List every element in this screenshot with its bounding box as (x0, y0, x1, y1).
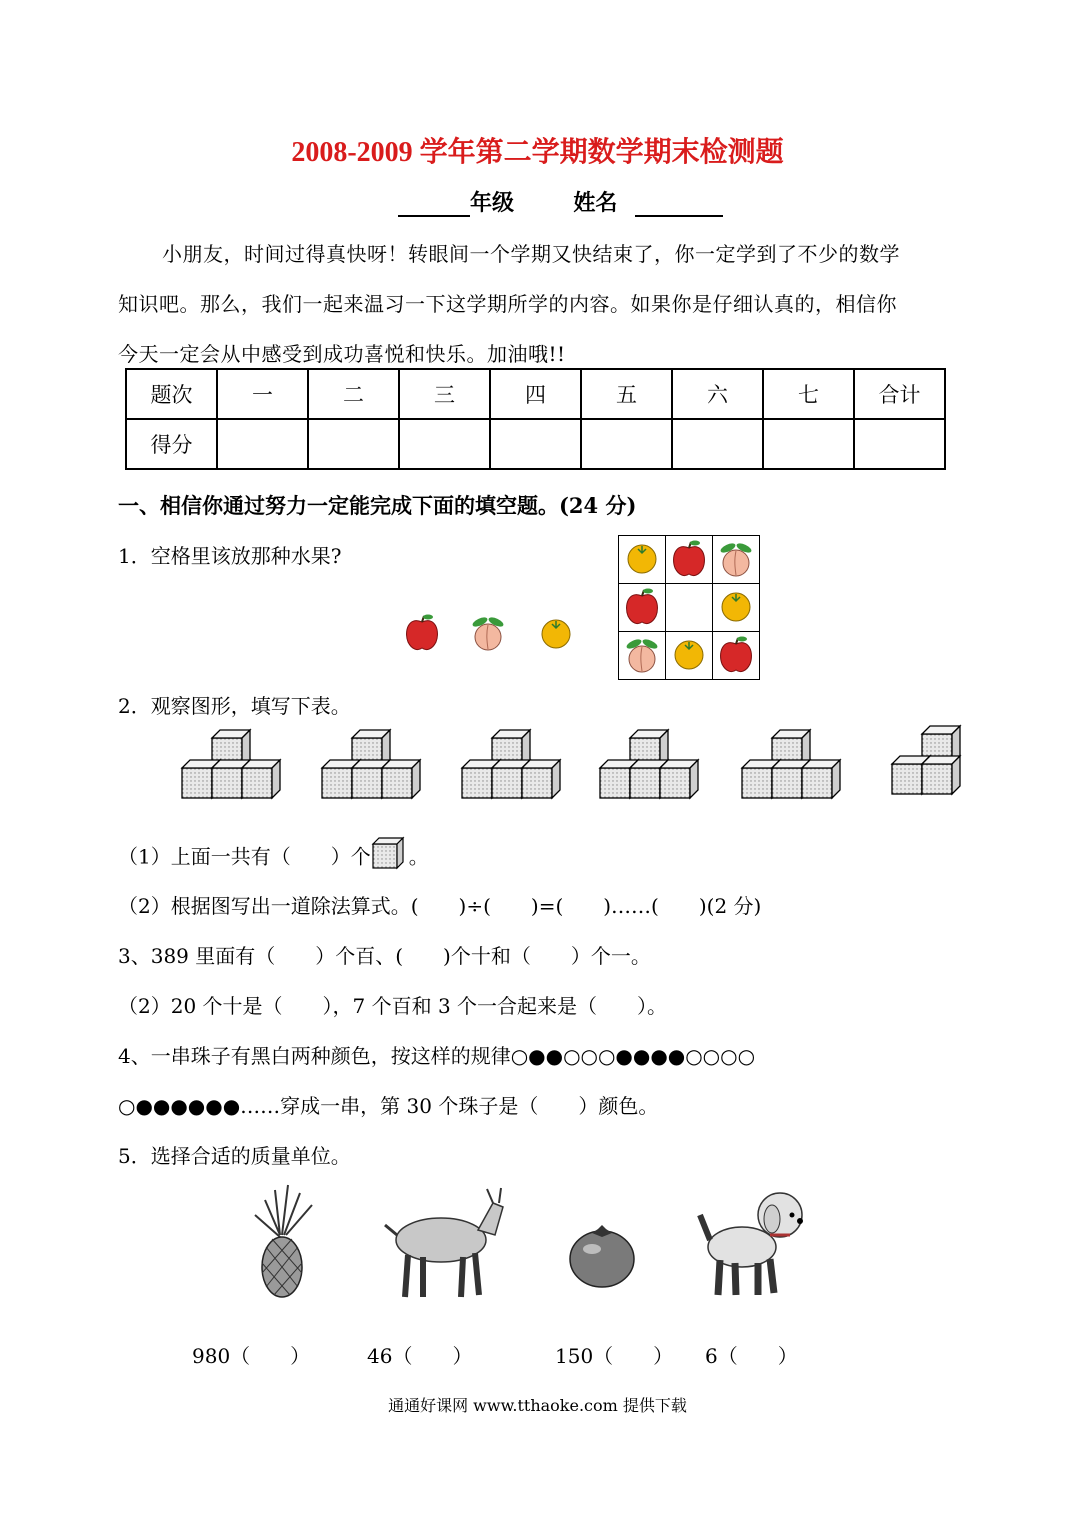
question-2: 2．观察图形，填写下表。 (118, 694, 351, 718)
grid-cell (619, 584, 666, 632)
score-header-cell: 六 (672, 369, 763, 419)
cube-figure-6-icon (892, 726, 960, 794)
grid-cell (619, 536, 666, 584)
apple-icon (669, 538, 709, 578)
score-header-cell: 题次 (126, 369, 217, 419)
score-row-label: 得分 (126, 419, 217, 469)
dog-icon (700, 1193, 803, 1295)
orange-icon (669, 634, 709, 674)
mass-pictures (225, 1185, 805, 1305)
question-2-1 (118, 840, 429, 876)
fruit-options (400, 612, 600, 656)
tomato-icon (570, 1225, 634, 1287)
grid-cell (619, 632, 666, 680)
unit-answer-2[interactable]: 46（ ） (367, 1344, 473, 1368)
peach-icon (716, 538, 756, 578)
question-4-line-1: 4、一串珠子有黑白两种颜色，按这样的规律○●●○○○●●●●○○○○ (118, 1044, 756, 1068)
score-cell[interactable] (217, 419, 308, 469)
intro-line-2: 知识吧。那么，我们一起来温习一下这学期所学的内容。如果你是仔细认真的，相信你 (118, 292, 897, 316)
score-header-cell: 合计 (854, 369, 945, 419)
score-cell[interactable] (854, 419, 945, 469)
question-2-1-text: （1）上面一共有（ ）个 (118, 844, 371, 869)
question-2-1-end: 。 (408, 844, 429, 869)
grid-empty-cell[interactable] (666, 584, 713, 632)
grade-label: 年级 (470, 190, 515, 216)
fruit-grid (618, 535, 760, 680)
score-table-header-row (126, 369, 945, 419)
score-header-cell: 四 (490, 369, 581, 419)
question-5: 5．选择合适的质量单位。 (118, 1144, 351, 1168)
score-cell[interactable] (763, 419, 854, 469)
unit-answer-4[interactable]: 6（ ） (705, 1344, 798, 1368)
question-2-2: （2）根据图写出一道除法算式。( )÷( )=( )……( )(2 分) (118, 894, 762, 918)
apple-icon (622, 586, 662, 626)
intro-line-1: 小朋友，时间过得真快呀！转眼间一个学期又快结束了，你一定学到了不少的数学 (162, 242, 900, 266)
question-4-line-2: ○●●●●●●……穿成一串，第 30 个珠子是（ ）颜色。 (118, 1094, 659, 1118)
section-1-title: 一、相信你通过努力一定能完成下面的填空题。(24 分) (118, 493, 637, 518)
score-table-score-row (126, 419, 945, 469)
unit-answer-3[interactable]: 150（ ） (555, 1344, 674, 1368)
goat-icon (385, 1188, 503, 1297)
score-cell[interactable] (490, 419, 581, 469)
score-cell[interactable] (581, 419, 672, 469)
orange-icon[interactable] (542, 620, 570, 648)
score-header-cell: 一 (217, 369, 308, 419)
cube-figure-5-icon (742, 730, 840, 798)
page-title: 2008-2009 学年第二学期数学期末检测题 (291, 137, 784, 168)
apple-icon[interactable] (407, 615, 438, 650)
cube-figure-4-icon (600, 730, 698, 798)
grid-cell (713, 632, 760, 680)
score-cell[interactable] (672, 419, 763, 469)
orange-icon (716, 586, 756, 626)
pineapple-icon (255, 1185, 312, 1297)
question-3: 3、389 里面有（ ）个百、( )个十和（ ）个一。 (118, 944, 651, 968)
score-cell[interactable] (399, 419, 490, 469)
cube-figures (180, 726, 965, 806)
question-1: 1．空格里该放那种水果? (118, 544, 342, 568)
cube-figure-3-icon (462, 730, 560, 798)
score-table (125, 368, 946, 470)
cube-figure-1-icon (182, 730, 280, 798)
name-label: 姓名 (573, 190, 618, 216)
score-header-cell: 七 (763, 369, 854, 419)
unit-answer-1[interactable]: 980（ ） (192, 1344, 311, 1368)
student-info-line (398, 186, 723, 217)
name-blank[interactable] (635, 191, 723, 217)
score-header-cell: 二 (308, 369, 399, 419)
cube-icon (371, 836, 409, 872)
intro-line-3: 今天一定会从中感受到成功喜悦和快乐。加油哦!! (118, 342, 566, 366)
grade-blank[interactable] (398, 191, 470, 217)
grid-cell (666, 632, 713, 680)
orange-icon (622, 538, 662, 578)
score-cell[interactable] (308, 419, 399, 469)
peach-icon[interactable] (471, 615, 504, 650)
apple-icon (716, 634, 756, 674)
peach-icon (622, 634, 662, 674)
grid-cell (666, 536, 713, 584)
score-header-cell: 三 (399, 369, 490, 419)
score-header-cell: 五 (581, 369, 672, 419)
question-3-2: （2）20 个十是（ ），7 个百和 3 个一合起来是（ ）。 (118, 994, 668, 1018)
grid-cell (713, 584, 760, 632)
footer-credit: 通通好课网 www.tthaoke.com 提供下载 (388, 1396, 687, 1415)
cube-figure-2-icon (322, 730, 420, 798)
grid-cell (713, 536, 760, 584)
